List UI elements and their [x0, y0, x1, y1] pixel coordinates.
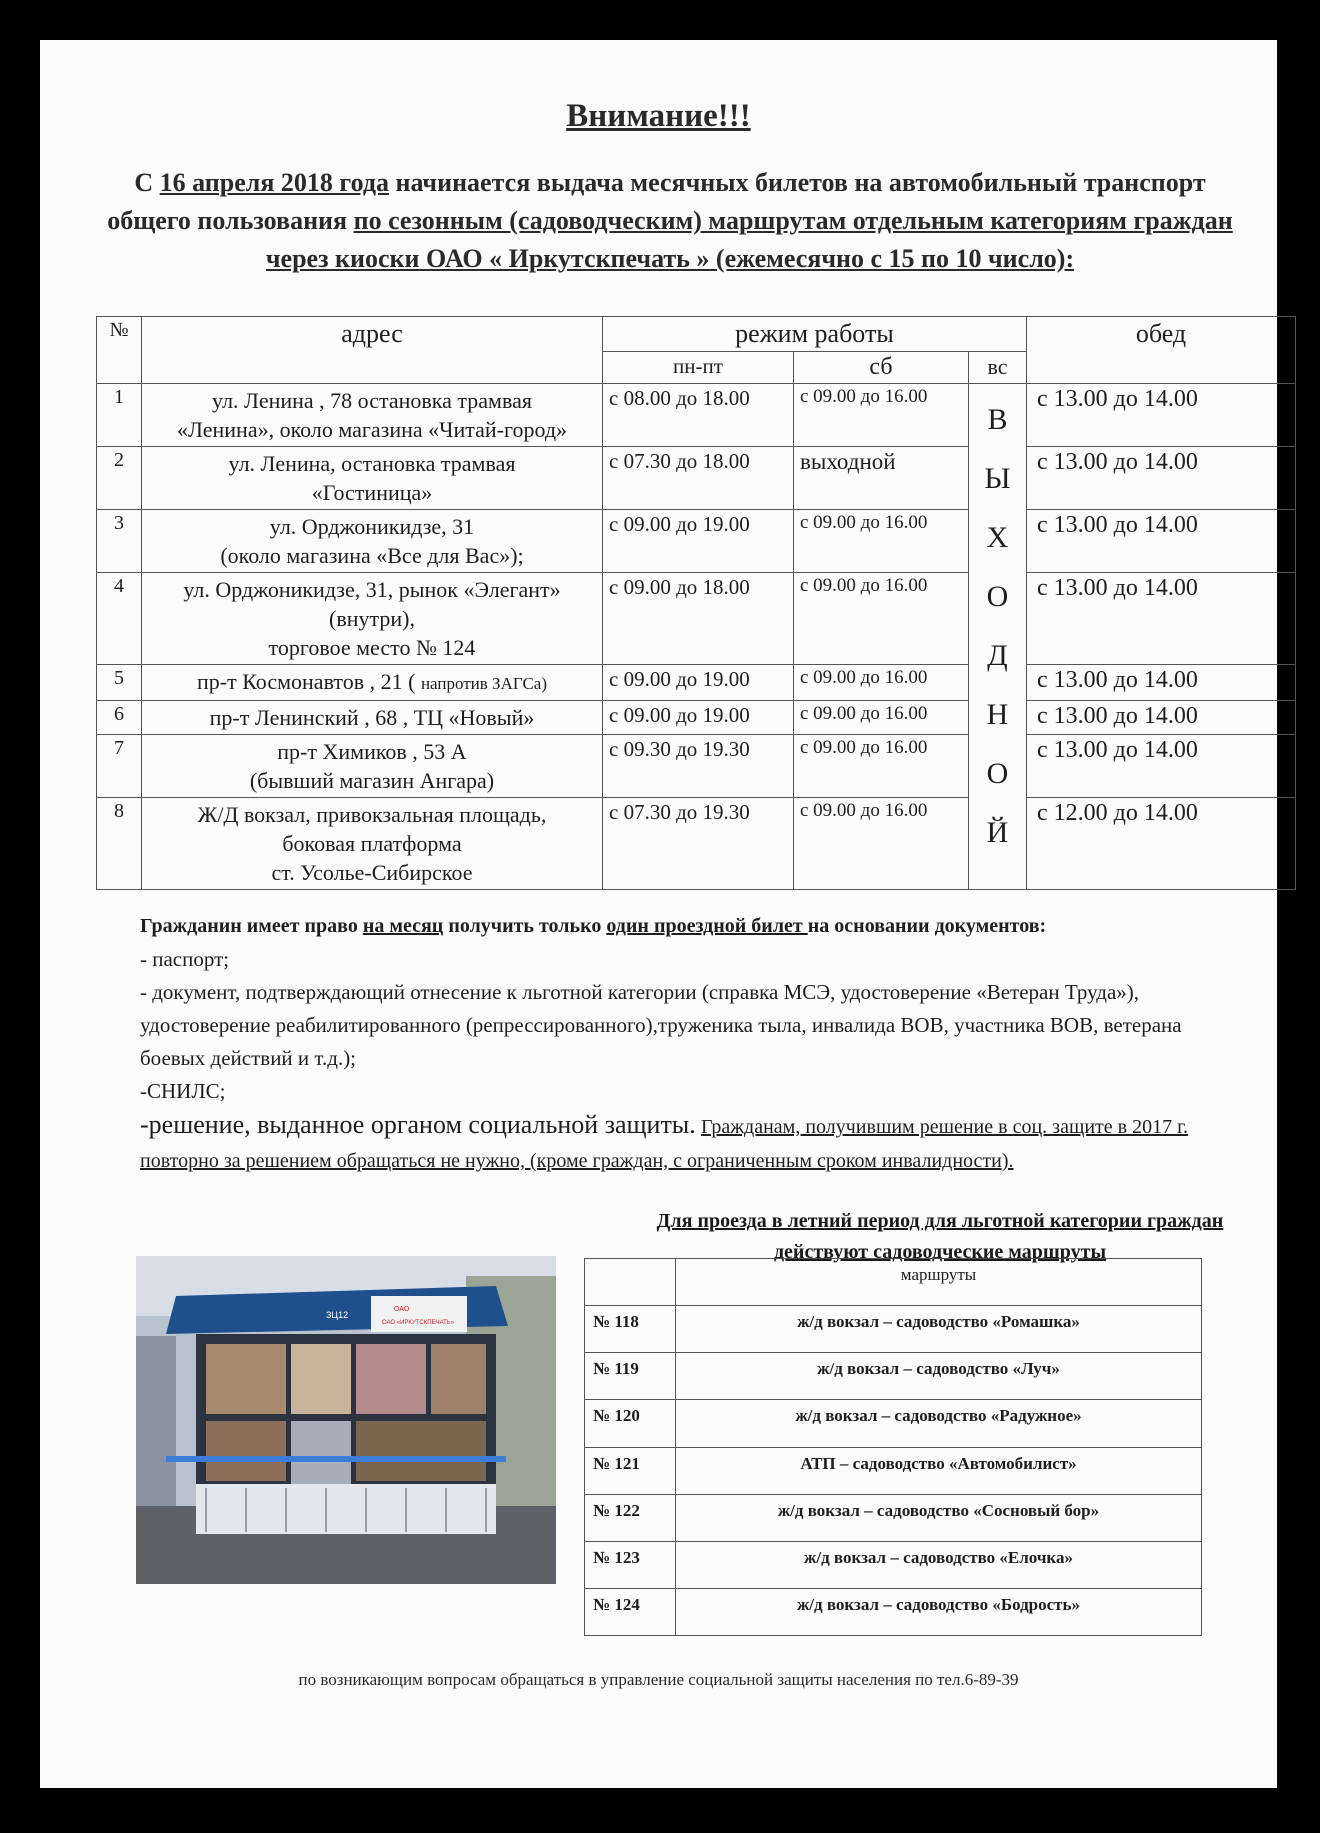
- col-header-lunch: обед: [1027, 317, 1296, 384]
- footer-contact: по возникающим вопросам обращаться в управление социальной защиты населения по тел.6-89-39: [298, 1670, 1019, 1689]
- col-header-sunday: вс: [969, 352, 1027, 384]
- kiosk-number: ЗЦ12: [326, 1310, 349, 1320]
- route-number: № 119: [585, 1353, 676, 1400]
- routes-table: [584, 1258, 1202, 1636]
- col-header-schedule: режим работы: [603, 317, 1027, 352]
- row-address: пр-т Химиков , 53 А (бывший магазин Ангара): [142, 735, 603, 798]
- sunday-letter: Х: [986, 521, 1009, 554]
- routes-header: маршруты: [676, 1259, 1202, 1306]
- page-title: Внимание!!!: [566, 98, 751, 134]
- sunday-closed-cell: [969, 384, 1027, 890]
- table-row: [97, 735, 1296, 798]
- row-number: 2: [97, 447, 142, 510]
- kiosk-table: [96, 316, 1296, 890]
- row-address: ул. Орджоникидзе, 31, рынок «Элегант» (внутри), торговое место № 124: [142, 573, 603, 665]
- sunday-letter: О: [986, 757, 1009, 790]
- row-saturday: с 09.00 до 16.00: [794, 798, 969, 890]
- table-row: [97, 798, 1296, 890]
- row-number: 4: [97, 573, 142, 665]
- row-weekdays: с 07.30 до 19.30: [603, 798, 794, 890]
- route-number: № 123: [585, 1541, 676, 1588]
- row-number: 6: [97, 701, 142, 735]
- row-saturday: с 09.00 до 16.00: [794, 665, 969, 701]
- document-page: [40, 40, 1277, 1788]
- row-weekdays: с 09.00 до 18.00: [603, 573, 794, 665]
- route-row: [585, 1588, 1202, 1635]
- table-row: [97, 447, 1296, 510]
- row-address: ул. Орджоникидзе, 31 (около магазина «Все для Вас»);: [142, 510, 603, 573]
- route-row: [585, 1306, 1202, 1353]
- row-lunch: с 13.00 до 14.00: [1027, 665, 1296, 701]
- doc-item-snils: -СНИЛС;: [140, 1079, 226, 1103]
- kiosk-sign-small: ОАО: [394, 1306, 410, 1313]
- route-name: ж/д вокзал – садоводство «Елочка»: [676, 1541, 1202, 1588]
- route-row: [585, 1494, 1202, 1541]
- route-number: № 122: [585, 1494, 676, 1541]
- sunday-letter: Д: [987, 639, 1008, 672]
- row-weekdays: с 08.00 до 18.00: [603, 384, 794, 447]
- table-row: [97, 701, 1296, 735]
- row-saturday: с 09.00 до 16.00: [794, 573, 969, 665]
- row-saturday: с 09.00 до 16.00: [794, 384, 969, 447]
- doc-item-passport: - паспорт;: [140, 947, 230, 971]
- row-saturday: выходной: [794, 447, 969, 510]
- row-saturday: с 09.00 до 16.00: [794, 701, 969, 735]
- row-number: 3: [97, 510, 142, 573]
- intro-text-2: начинается выдача месячных билетов на автомобильный транспорт общего пользования: [107, 168, 1206, 235]
- route-number: № 124: [585, 1588, 676, 1635]
- row-lunch: с 13.00 до 14.00: [1027, 447, 1296, 510]
- documents-section: [140, 910, 1250, 1178]
- doc-item-decision: -решение, выданное органом социальной защиты. Гражданам, получившим решение в соц. защите в 2017 г. повторно за решением обращаться не нужно, (кроме граждан, с ограниченным сроком инвалидности).: [140, 1110, 1189, 1172]
- routes-header-row: [585, 1259, 1202, 1306]
- row-saturday: с 09.00 до 16.00: [794, 510, 969, 573]
- rights-lead: Гражданин имеет право на месяц получить только один проездной билет на основании документов:: [140, 915, 1047, 937]
- intro-paragraph: [100, 164, 1240, 278]
- row-address: пр-т Ленинский , 68 , ТЦ «Новый»: [142, 701, 603, 735]
- sunday-letter: Й: [986, 816, 1009, 849]
- sunday-letter: Н: [986, 698, 1009, 731]
- route-name: ж/д вокзал – садоводство «Луч»: [676, 1353, 1202, 1400]
- row-saturday: с 09.00 до 16.00: [794, 735, 969, 798]
- row-lunch: с 13.00 до 14.00: [1027, 573, 1296, 665]
- col-header-address: адрес: [142, 317, 603, 384]
- row-number: 7: [97, 735, 142, 798]
- route-name: ж/д вокзал – садоводство «Ромашка»: [676, 1306, 1202, 1353]
- route-name: АТП – садоводство «Автомобилист»: [676, 1447, 1202, 1494]
- route-name: ж/д вокзал – садоводство «Бодрость»: [676, 1588, 1202, 1635]
- sunday-letter: Ы: [984, 462, 1011, 495]
- row-address: ул. Ленина, остановка трамвая «Гостиница»: [142, 447, 603, 510]
- row-lunch: с 13.00 до 14.00: [1027, 735, 1296, 798]
- row-lunch: с 12.00 до 14.00: [1027, 798, 1296, 890]
- route-row: [585, 1400, 1202, 1447]
- route-number: № 118: [585, 1306, 676, 1353]
- kiosk-photo: [136, 1256, 556, 1584]
- row-weekdays: с 09.00 до 19.00: [603, 701, 794, 735]
- col-header-weekdays: пн-пт: [603, 352, 794, 384]
- row-address: Ж/Д вокзал, привокзальная площадь, боковая платформа ст. Усолье-Сибирское: [142, 798, 603, 890]
- summer-routes-note: Для проезда в летний период для льготной категории граждан действуют садоводческие маршруты: [656, 1210, 1224, 1263]
- route-row: [585, 1447, 1202, 1494]
- route-row: [585, 1353, 1202, 1400]
- route-name: ж/д вокзал – садоводство «Радужное»: [676, 1400, 1202, 1447]
- row-weekdays: с 09.00 до 19.00: [603, 510, 794, 573]
- route-number: № 121: [585, 1447, 676, 1494]
- row-number: 8: [97, 798, 142, 890]
- sunday-letter: В: [987, 403, 1008, 436]
- route-number: № 120: [585, 1400, 676, 1447]
- route-row: [585, 1541, 1202, 1588]
- sunday-letter: О: [986, 580, 1009, 613]
- col-header-num: №: [97, 317, 142, 384]
- row-number: 5: [97, 665, 142, 701]
- table-row: [97, 665, 1296, 701]
- doc-item-category: - документ, подтверждающий отнесение к льготной категории (справка МСЭ, удостоверение «Ветеран Труда»), удостоверение реабилитированного (репрессированного),труженика тыла, инвалида ВОВ, участника ВОВ, ветерана боевых действий и т.д.);: [140, 980, 1182, 1070]
- row-weekdays: с 09.30 до 19.30: [603, 735, 794, 798]
- row-number: 1: [97, 384, 142, 447]
- route-name: ж/д вокзал – садоводство «Сосновый бор»: [676, 1494, 1202, 1541]
- table-row: [97, 384, 1296, 447]
- routes-header-empty: [585, 1259, 676, 1306]
- row-weekdays: с 07.30 до 18.00: [603, 447, 794, 510]
- intro-seasonal: по сезонным (садоводческим) маршрутам отдельным категориям граждан через киоски ОАО « Иркутскпечать » (ежемесячно с 15 по 10 число):: [265, 206, 1233, 273]
- table-row: [97, 573, 1296, 665]
- row-lunch: с 13.00 до 14.00: [1027, 384, 1296, 447]
- row-address: ул. Ленина , 78 остановка трамвая «Ленина», около магазина «Читай-город»: [142, 384, 603, 447]
- row-weekdays: с 09.00 до 19.00: [603, 665, 794, 701]
- row-lunch: с 13.00 до 14.00: [1027, 510, 1296, 573]
- row-address: пр-т Космонавтов , 21 ( напротив ЗАГСа): [142, 665, 603, 701]
- intro-text-1: С: [134, 168, 160, 197]
- intro-date: 16 апреля 2018 года: [159, 168, 389, 197]
- row-lunch: с 13.00 до 14.00: [1027, 701, 1296, 735]
- kiosk-sign: ОАО «ИРКУТСКПЕЧАТЬ»: [382, 1320, 455, 1326]
- table-row: [97, 510, 1296, 573]
- col-header-saturday: сб: [794, 352, 969, 384]
